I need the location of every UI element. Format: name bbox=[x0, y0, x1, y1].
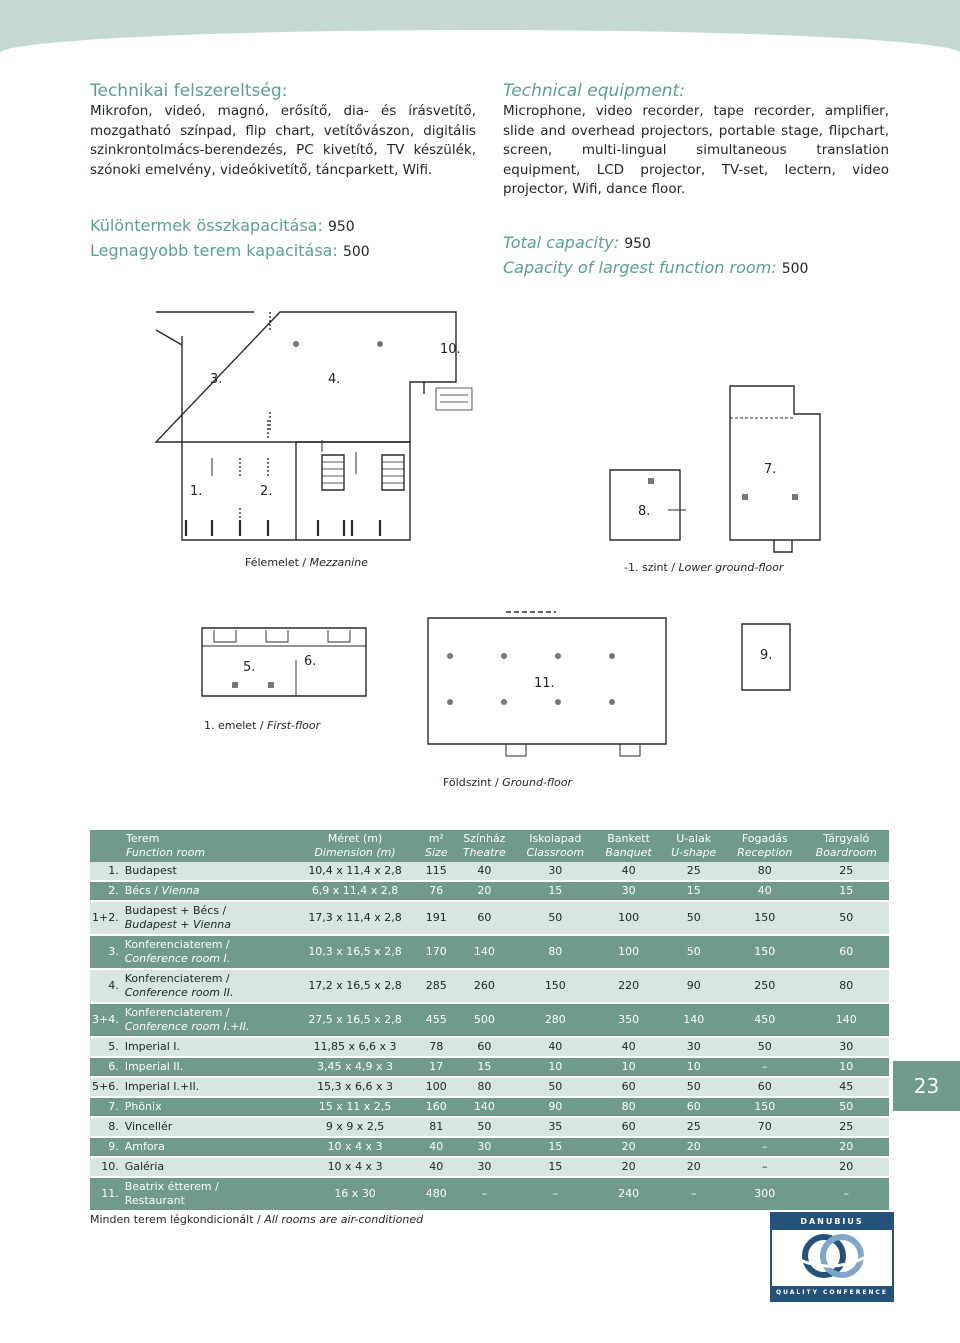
plan-room-4: 4. bbox=[328, 372, 341, 387]
logo-rings-icon bbox=[772, 1230, 892, 1284]
col-ushape: U-alak U-shape bbox=[662, 830, 726, 862]
mezzanine-caption: Félemelet / Mezzanine bbox=[245, 556, 368, 569]
page-number: 23 bbox=[893, 1061, 960, 1111]
plan-room-7: 7. bbox=[764, 462, 777, 477]
plan-room-1: 1. bbox=[190, 484, 203, 499]
hu-largest-value: 500 bbox=[342, 244, 370, 260]
table-row: 2. Bécs / Vienna 6,9 x 11,4 x 2,8 76 20 15 30 15 40 15 bbox=[90, 881, 889, 901]
hu-equipment-text: Mikrofon, videó, magnó, erősítő, dia- és írásvetítő, mozgatható színpad, flip chart, vetítővászon, digitális szinkrontolmács-berendezés, PC kivetítő, TV készülék, szónoki emelvény, videókivetítő, táncparkett, Wifi. bbox=[90, 103, 476, 178]
table-row: 5+6. Imperial I.+II. 15,3 x 6,6 x 3 100 80 50 60 50 60 45 bbox=[90, 1077, 889, 1097]
logo-bottom-text: QUALITY CONFERENCE bbox=[772, 1286, 892, 1300]
plan-room-5: 5. bbox=[243, 660, 256, 675]
en-total-label: Total capacity: bbox=[503, 233, 620, 252]
hu-largest-label: Legnagyobb terem kapacitása: bbox=[90, 241, 338, 260]
plan-room-6: 6. bbox=[304, 654, 317, 669]
col-size: m² Size bbox=[419, 830, 454, 862]
table-row: 1. Budapest 10,4 x 11,4 x 2,8 115 40 30 40 25 80 25 bbox=[90, 862, 889, 881]
hu-equipment-heading: Technikai felszereltség: bbox=[90, 81, 288, 101]
table-row: 11. Beatrix étterem / Restaurant 16 x 30 480 – – 240 – 300 – bbox=[90, 1177, 889, 1210]
col-dimension: Méret (m) Dimension (m) bbox=[291, 830, 419, 862]
first-floor-plan bbox=[202, 624, 790, 696]
table-row: 9. Amfora 10 x 4 x 3 40 30 15 20 20 – 20 bbox=[90, 1137, 889, 1157]
table-row: 10. Galéria 10 x 4 x 3 40 30 15 20 20 – 20 bbox=[90, 1157, 889, 1177]
plan-room-8: 8. bbox=[638, 504, 651, 519]
table-row: 4. Konferenciaterem / Conference room II. 17,2 x 16,5 x 2,8 285 260 150 220 90 250 80 bbox=[90, 969, 889, 1003]
col-classroom: Iskolapad Classroom bbox=[515, 830, 596, 862]
col-reception: Fogadás Reception bbox=[726, 830, 804, 862]
capacity-table-wrap bbox=[90, 830, 889, 1210]
en-total-value: 950 bbox=[624, 236, 651, 252]
ground-floor-caption: Földszint / Ground-floor bbox=[443, 776, 573, 789]
mezzanine-plan bbox=[156, 312, 472, 540]
plan-room-3: 3. bbox=[210, 372, 223, 387]
table-row: 5. Imperial I. 11,85 x 6,6 x 3 78 60 40 40 30 50 30 bbox=[90, 1037, 889, 1057]
first-floor-caption: 1. emelet / First-floor bbox=[204, 719, 321, 732]
col-banquet: Bankett Banquet bbox=[596, 830, 662, 862]
hu-total-value: 950 bbox=[327, 219, 355, 235]
table-row: 1+2. Budapest + Bécs / Budapest + Vienna 17,3 x 11,4 x 2,8 191 60 50 100 50 150 50 bbox=[90, 901, 889, 935]
logo-top-text: DANUBIUS bbox=[772, 1214, 892, 1230]
plan-room-2: 2. bbox=[260, 484, 273, 499]
col-room: Terem Function room bbox=[90, 830, 291, 862]
danubius-logo bbox=[770, 1212, 894, 1302]
col-boardroom: Tárgyaló Boardroom bbox=[804, 830, 889, 862]
table-row: 7. Phönix 15 x 11 x 2,5 160 140 90 80 60 150 50 bbox=[90, 1097, 889, 1117]
footnote: Minden terem légkondicionált / All rooms are air-conditioned bbox=[90, 1213, 424, 1226]
plan-room-9: 9. bbox=[760, 648, 773, 663]
en-largest-label: Capacity of largest function room: bbox=[503, 258, 777, 277]
en-equipment-text: Microphone, video recorder, tape recorder, amplifier, slide and overhead projectors, portable stage, flipchart, screen, multi-lingual simultaneous translation equipment, LCD projector, TV-set, lectern, video projector, Wifi, dance floor. bbox=[503, 103, 889, 198]
table-row: 6. Imperial II. 3,45 x 4,9 x 3 17 15 10 10 10 – 10 bbox=[90, 1057, 889, 1077]
plan-room-11: 11. bbox=[534, 676, 555, 691]
table-header-row bbox=[90, 830, 889, 862]
table-row: 3. Konferenciaterem / Conference room I. 10,3 x 16,5 x 2,8 170 140 80 100 50 150 60 bbox=[90, 935, 889, 969]
capacity-table bbox=[90, 830, 889, 1210]
table-row: 8. Vincellér 9 x 9 x 2,5 81 50 35 60 25 70 25 bbox=[90, 1117, 889, 1137]
en-largest-value: 500 bbox=[781, 261, 809, 277]
table-row: 3+4. Konferenciaterem / Conference room I.+II. 27,5 x 16,5 x 2,8 455 500 280 350 140 450 140 bbox=[90, 1003, 889, 1037]
col-theatre: Színház Theatre bbox=[454, 830, 515, 862]
en-equipment-heading: Technical equipment: bbox=[503, 81, 685, 101]
hu-total-label: Különtermek összkapacitása: bbox=[90, 216, 323, 235]
plan-room-10: 10. bbox=[440, 342, 461, 357]
table-body bbox=[90, 862, 889, 1210]
lower-ground-plan bbox=[610, 386, 820, 552]
lower-ground-caption: -1. szint / Lower ground-floor bbox=[624, 561, 784, 574]
